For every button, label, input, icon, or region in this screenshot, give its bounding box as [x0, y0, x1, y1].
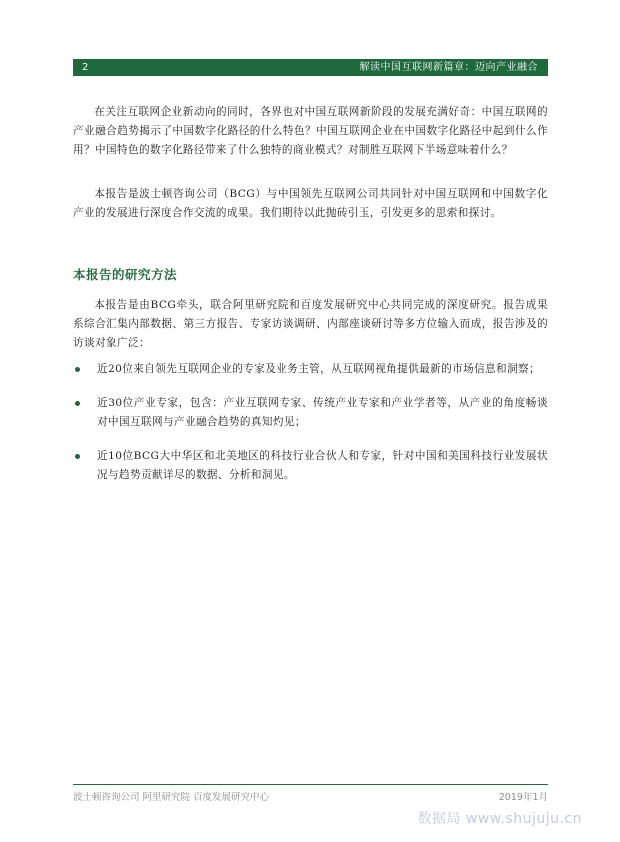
bullet-icon — [75, 401, 80, 406]
list-item-text: 近30位产业专家，包含：产业互联网专家、传统产业专家和产业学者等，从产业的角度畅谈对中国互联网与产业融合趋势的真知灼见； — [97, 397, 548, 428]
interviewee-list — [73, 360, 548, 485]
list-item — [73, 394, 548, 432]
header-bar — [73, 59, 548, 76]
bullet-icon — [75, 454, 80, 459]
header-title: 解读中国互联网新篇章：迈向产业融合 — [359, 62, 538, 73]
intro-paragraph-1: 在关注互联网企业新动向的同时，各界也对中国互联网新阶段的发展充满好奇：中国互联网的产业融合趋势揭示了中国数字化路径的什么特色？中国互联网企业在中国数字化路径中起到什么作用？中国特色的数字化路径带来了什么独特的商业模式？对制胜互联网下半场意味着什么？ — [73, 106, 548, 156]
list-item-text: 近20位来自领先互联网企业的专家及业务主管，从互联网视角提供最新的市场信息和洞察； — [97, 363, 541, 375]
list-item — [73, 447, 548, 485]
method-paragraph: 本报告是由BCG牵头，联合阿里研究院和百度发展研究中心共同完成的深度研究。报告成果系综合汇集内部数据、第三方报告、专家访谈调研、内部座谈研讨等多方位输入而成，报告涉及的访谈对象广泛： — [73, 299, 548, 349]
bullet-icon — [75, 367, 80, 372]
watermark: 数据局 www.shujuju.cn — [417, 811, 582, 827]
section-heading: 本报告的研究方法 — [73, 267, 178, 282]
footer-divider — [73, 784, 548, 785]
intro-paragraph-2: 本报告是波士顿咨询公司（BCG）与中国领先互联网公司共同针对中国互联网和中国数字化产业的发展进行深度合作交流的成果。我们期待以此抛砖引玉，引发更多的思索和探讨。 — [73, 188, 548, 219]
list-item-text: 近10位BCG大中华区和北美地区的科技行业合伙人和专家，针对中国和美国科技行业发展状况与趋势贡献详尽的数据、分析和洞见。 — [97, 450, 548, 481]
footer-organizations: 波士顿咨询公司 阿里研究院 百度发展研究中心 — [73, 792, 270, 803]
list-item — [73, 360, 548, 379]
footer-date: 2019年1月 — [498, 792, 548, 803]
page-number: 2 — [82, 62, 89, 73]
